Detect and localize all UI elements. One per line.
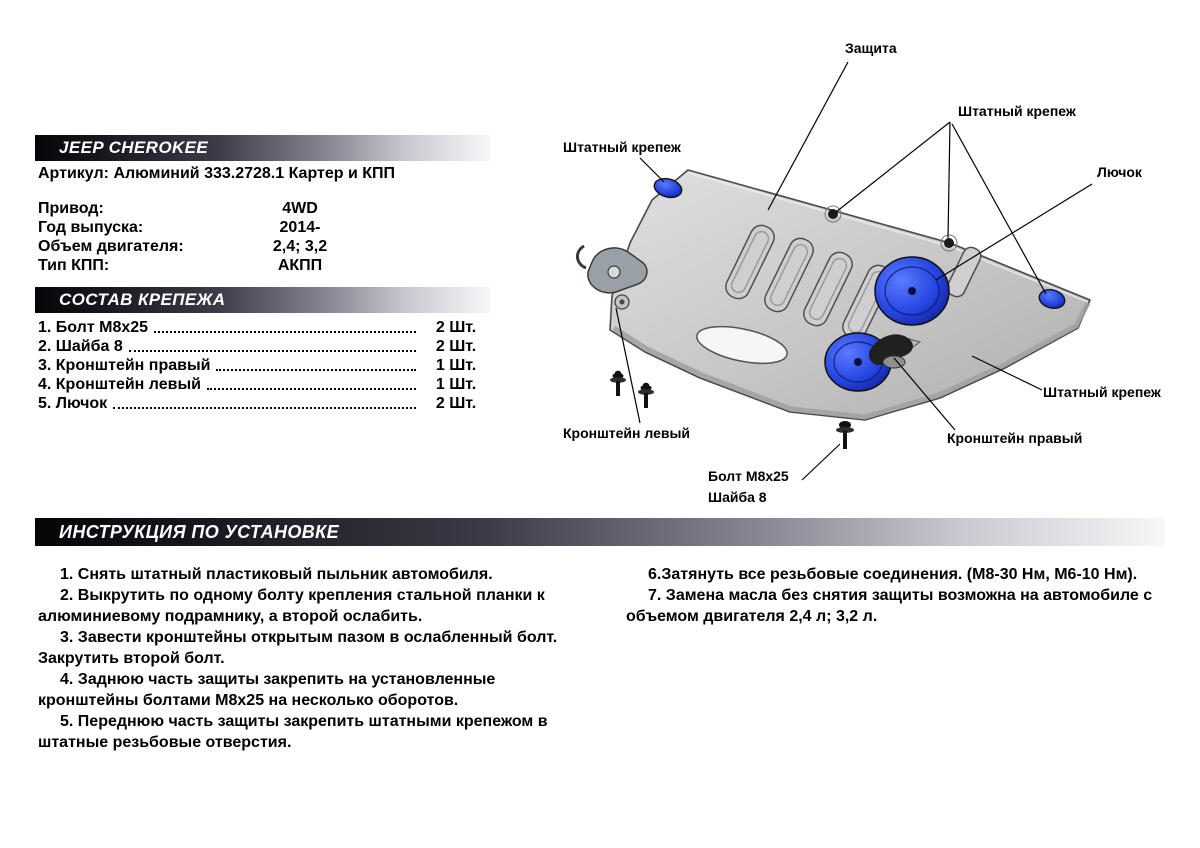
spec-row-privod bbox=[38, 200, 468, 219]
line-shtatny-top-a bbox=[836, 122, 950, 212]
line-lyuchok bbox=[936, 184, 1092, 280]
line-zashchita bbox=[768, 62, 848, 210]
part-qty: 2 Шт. bbox=[435, 338, 477, 355]
part-qty: 1 Шт. bbox=[435, 357, 477, 374]
spec-value: 4WD bbox=[282, 200, 318, 217]
product-title-bar bbox=[35, 135, 490, 161]
spec-value: 2,4; 3,2 bbox=[272, 238, 328, 255]
line-shtatny-left bbox=[640, 158, 664, 182]
label-zashchita: Защита bbox=[845, 40, 897, 56]
spec-row-god-vypuska bbox=[38, 219, 468, 238]
part-qty: 1 Шт. bbox=[435, 376, 477, 393]
spec-row-obem-dvigatelya bbox=[38, 238, 468, 257]
instruction-step-4: 4. Заднюю часть защиты закрепить на установленные кронштейны болтами М8х25 на несколько оборотов. bbox=[38, 671, 496, 709]
spec-label: Объем двигателя: bbox=[38, 238, 184, 255]
part-name: 2. Шайба 8 bbox=[38, 338, 123, 355]
label-shtatny-krepezh-left: Штатный крепеж bbox=[563, 139, 681, 155]
part-name: 1. Болт М8х25 bbox=[38, 319, 149, 336]
dotted-leader bbox=[207, 388, 416, 390]
part-row-shaiba bbox=[38, 338, 488, 356]
part-name: 4. Кронштейн левый bbox=[38, 376, 201, 393]
line-bolt-callout bbox=[802, 444, 840, 480]
instruction-step-3: 3. Завести кронштейны открытым пазом в ослабленный болт. Закрутить второй болт. bbox=[38, 629, 558, 667]
article-label: Артикул: bbox=[38, 165, 109, 182]
label-bolt-m8x25: Болт М8х25 bbox=[708, 468, 789, 484]
label-shtatny-krepezh-right: Штатный крепеж bbox=[1043, 384, 1161, 400]
dotted-leader bbox=[216, 369, 416, 371]
label-kronshtein-pravy: Кронштейн правый bbox=[947, 430, 1083, 446]
install-title: ИНСТРУКЦИЯ ПО УСТАНОВКЕ bbox=[59, 522, 340, 542]
part-name: 3. Кронштейн правый bbox=[38, 357, 211, 374]
spec-row-tip-kpp bbox=[38, 257, 468, 276]
parts-title: СОСТАВ КРЕПЕЖА bbox=[59, 290, 226, 309]
hatch-lyuchok-upper bbox=[875, 257, 949, 325]
label-lyuchok: Лючок bbox=[1097, 164, 1142, 180]
line-shtatny-top-b bbox=[948, 122, 950, 238]
instruction-step-1: 1. Снять штатный пластиковый пыльник автомобиля. bbox=[60, 566, 493, 583]
label-shtatny-krepezh-top: Штатный крепеж bbox=[958, 103, 1076, 119]
label-kronshtein-levy: Кронштейн левый bbox=[563, 425, 691, 441]
spec-label: Год выпуска: bbox=[38, 219, 144, 236]
label-shaiba-8: Шайба 8 bbox=[708, 489, 767, 505]
part-row-bolt bbox=[38, 319, 488, 337]
instructions-left-column bbox=[38, 564, 598, 753]
instruction-step-5: 5. Переднюю часть защиты закрепить штатными крепежом в штатные резьбовые отверстия. bbox=[38, 713, 548, 751]
dotted-leader bbox=[113, 407, 416, 409]
parts-title-bar bbox=[35, 287, 490, 313]
instructions-right-column bbox=[626, 564, 1176, 627]
part-qty: 2 Шт. bbox=[435, 319, 477, 336]
spec-value: 2014- bbox=[279, 219, 321, 236]
product-title: JEEP CHEROKEE bbox=[59, 138, 209, 157]
spec-value: АКПП bbox=[277, 257, 323, 274]
instruction-step-6: 6.Затянуть все резьбовые соединения. (М8-30 Нм, М6-10 Нм). bbox=[648, 566, 1138, 583]
part-name: 5. Лючок bbox=[38, 395, 108, 412]
part-row-lyuchok bbox=[38, 395, 488, 413]
bolt-washer-left-1 bbox=[610, 371, 626, 396]
spec-label: Тип КПП: bbox=[38, 257, 110, 274]
instruction-step-2: 2. Выкрутить по одному болту крепления стальной планки к алюминиевому подрамнику, а второй ослабить. bbox=[38, 587, 545, 625]
part-row-kronshtein-levy bbox=[38, 376, 488, 394]
article-line bbox=[38, 165, 395, 183]
part-row-kronshtein-pravy bbox=[38, 357, 488, 375]
dotted-leader bbox=[129, 350, 416, 352]
part-qty: 2 Шт. bbox=[435, 395, 477, 412]
dotted-leader bbox=[154, 331, 416, 333]
instruction-step-7: 7. Замена масла без снятия защиты возможна на автомобиле с объемом двигателя 2,4 л; 3,2 л. bbox=[626, 587, 1153, 625]
spec-label: Привод: bbox=[38, 200, 104, 217]
bolt-washer-left-2 bbox=[638, 383, 654, 408]
install-title-bar bbox=[35, 518, 1165, 546]
article-value: Алюминий 333.2728.1 Картер и КПП bbox=[113, 165, 396, 182]
